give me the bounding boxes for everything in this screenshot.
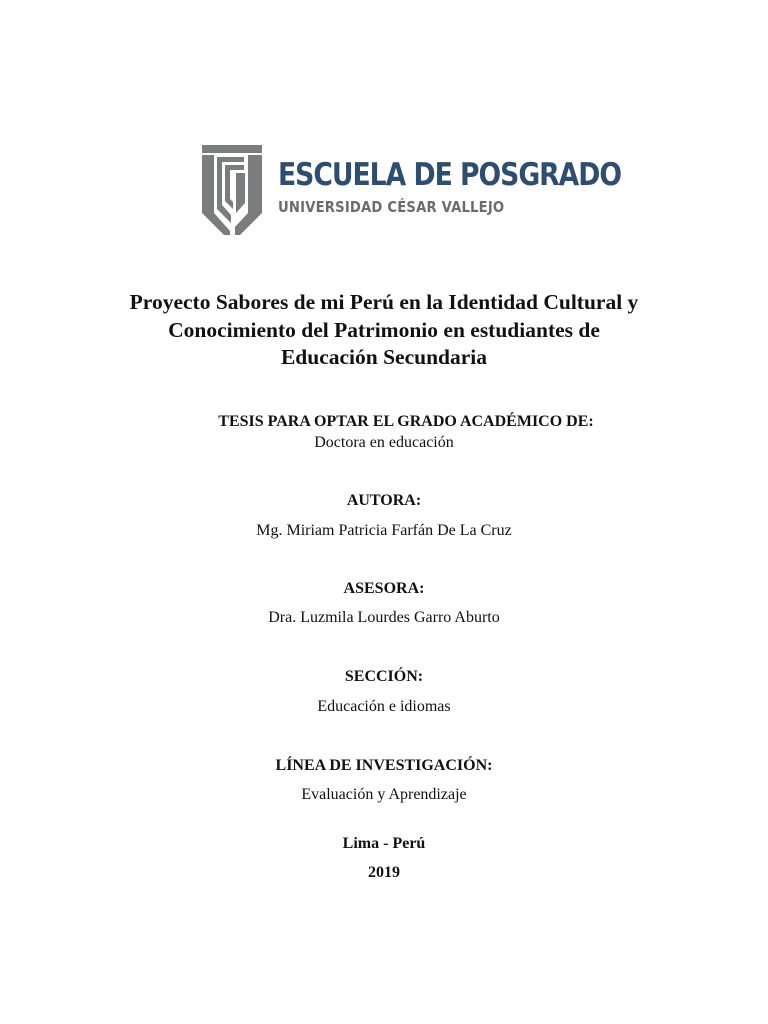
university-logo (200, 143, 622, 235)
degree-heading: TESIS PARA OPTAR EL GRADO ACADÉMICO DE: (218, 413, 594, 430)
shield-arch-emblem-icon (200, 143, 264, 235)
advisor-heading: ASESORA: (343, 580, 425, 597)
university-name: UNIVERSIDAD CÉSAR VALLEJO (278, 198, 505, 216)
advisor-value: Dra. Luzmila Lourdes Garro Aburto (268, 609, 500, 626)
place: Lima - Perú (342, 835, 426, 852)
research-line-value: Evaluación y Aprendizaje (301, 786, 467, 803)
author-value: Mg. Miriam Patricia Farfán De La Cruz (256, 522, 512, 539)
section-value: Educación e idiomas (317, 698, 451, 715)
thesis-title-line-1: Proyecto Sabores de mi Perú en la Identidad Cultural y (129, 290, 639, 314)
thesis-title-line-3: Educación Secundaria (280, 345, 488, 369)
research-line-heading: LÍNEA DE INVESTIGACIÓN: (275, 757, 493, 774)
section-heading: SECCIÓN: (344, 668, 424, 685)
year: 2019 (368, 864, 400, 881)
thesis-title-line-2: Conocimiento del Patrimonio en estudiantes de (168, 318, 600, 342)
degree-value: Doctora en educación (314, 434, 454, 451)
school-name: ESCUELA DE POSGRADO (278, 157, 622, 193)
author-heading: AUTORA: (346, 492, 422, 509)
